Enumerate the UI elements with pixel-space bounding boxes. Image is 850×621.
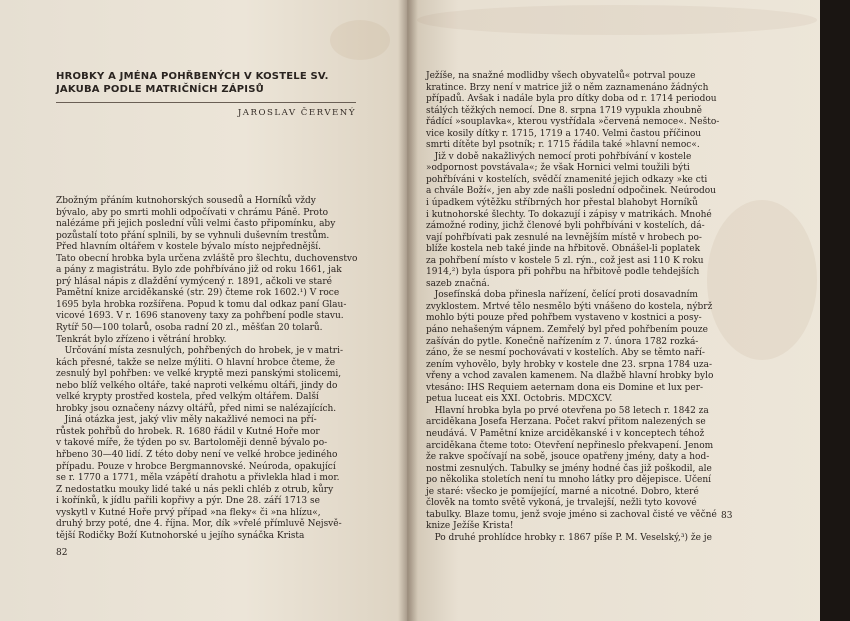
text-line: hrobky jsou označeny názvy oltářů, před nimi se nalézajících. [56, 403, 337, 414]
text-line: páno nehašeným vápnem. Zemřelý byl před pohřbením pouze [426, 325, 708, 336]
text-line: případu. Pouze v hrobce Bergmannovské. Neúroda, opakující [56, 461, 336, 472]
book-spine [398, 0, 418, 621]
text-line: petua luceat eis XXI. Octobris. MDCXCV. [426, 394, 613, 405]
text-line: tabulky. Blaze tomu, jenž svoje jméno si zachoval čisté ve věčné [426, 509, 717, 520]
text-line: pohřbíváni v kostelích, svědčí znamenité jejich odkazy »ke cti [426, 174, 708, 185]
text-line: vtesáno: IHS Requiem aeternam dona eis Domine et lux per- [426, 382, 704, 393]
text-line: prý hlásal nápis z dlaždění vymýcený r. 1891, ačkoli ve staré [56, 276, 332, 287]
text-line: arciděkana Josefa Herzana. Počet rakví přitom nalezených se [426, 417, 706, 428]
text-line: se r. 1770 a 1771, měla vzápětí drahotu a přivlekla hlad i mor. [56, 473, 340, 484]
text-line: v takové míře, že týden po sv. Bartoloměji denně bývalo po- [56, 438, 328, 449]
text-line: knize Ježíše Krista! [426, 521, 514, 532]
text-line: Ježíše, na snažné modlidby všech obyvatelů« potrval pouze [426, 71, 696, 81]
text-line: Jiná otázka jest, jaký vliv měly nakažlivé nemoci na pří- [56, 415, 317, 426]
text-line: Pamětní knize arciděkanské (str. 29) čteme rok 1602.¹) V roce [56, 288, 340, 299]
text-line: mohlo býti pouze před pohřbem vystaveno v kostnici a posy- [426, 313, 702, 324]
text-line: zámožné rodiny, jichž členové byli pohřbíváni v kostelích, dá- [426, 221, 705, 232]
text-line: Po druhé prohlídce hrobky r. 1867 píše P. M. Veselský,³) že je [426, 532, 712, 543]
text-line: a pány z magistrátu. Bylo zde pohřbíváno již od roku 1661, jak [56, 265, 342, 276]
text-line: 1695 byla hrobka rozšířena. Popud k tomu dal odkaz paní Glau- [56, 299, 347, 310]
text-line: vice kosily dítky r. 1715, 1719 a 1740. Velmi častou příčinou [426, 128, 702, 139]
text-line: řádící »souplavka«, kterou vystřídala »červená nemoce«. Nešto- [426, 117, 720, 128]
text-line: 1914,²) byla úspora při pohřbu na hřbitově podle tehdejších [426, 267, 700, 278]
text-line: růstek pohřbů do hrobek. R. 1680 řádil v Kutné Hoře mor [56, 426, 320, 437]
text-line: Z nedostatku mouky lidé také u nás pekli chléb z otrub, kůry [56, 484, 334, 495]
text-line: kách přesné, takže se nelze mýliti. O hlavní hrobce čteme, že [56, 357, 336, 368]
text-line: nostmi zesnulých. Tabulky se jmény hodné čas již poškodil, ale [426, 463, 712, 474]
text-line: bývalo, aby po smrti mohli odpočívati v chrámu Páně. Proto [56, 207, 329, 218]
left-page-text [56, 196, 366, 542]
right-page-text [426, 71, 766, 544]
text-line: arciděkana čteme toto: Otevření nepřineslo překvapení. Jenom [426, 440, 714, 451]
text-line: i kořínků, k jídlu pařili kopřivy a pýr. Dne 28. září 1713 se [56, 496, 320, 507]
text-line: zesnulý byl pohřben: ve velké kryptě mezi panskými stolicemi, [56, 369, 342, 380]
text-line: člověk na tomto světě vykoná, je trvalejší, nežli tyto kovové [426, 498, 697, 509]
text-line: neudává. V Pamětní knize arciděkanské i v konceptech téhož [426, 428, 705, 439]
left-page [0, 0, 407, 621]
text-line: zením vyhovělo, byly hrobky v kostele dne 23. srpna 1784 uza- [426, 359, 713, 370]
page-number-left: 82 [56, 548, 68, 558]
text-line: je staré: všecko je pomíjející, marné a nicotné. Dobro, které [426, 486, 699, 497]
text-line: že rakve spočívají na sobě, jsouce opatřeny jmény, daty a hod- [426, 452, 710, 463]
page-edge [820, 0, 835, 621]
text-line: nebo blíž velkého oltáře, také naproti velkému oltáři, jindy do [56, 380, 338, 391]
text-line: Určování místa zesnulých, pohřbených do hrobek, je v matri- [56, 346, 344, 357]
text-line: vicové 1693. V r. 1696 stanoveny taxy za pohřbení podle stavu. [56, 311, 344, 322]
page-number-right: 83 [721, 511, 733, 521]
title-rule [56, 102, 356, 103]
text-line: tější Rodičky Boží Kutnohorské u jejího synáčka Krista [56, 530, 305, 541]
text-line: nalézáme při jejich poslední vůli velmi často připomínku, aby [56, 219, 336, 230]
text-line: pozůstalí toto přání splnili, by se vyhnuli duševním trestům. [56, 230, 330, 241]
text-line: Před hlavním oltářem v kostele bývalo místo nejpřednější. [56, 242, 321, 253]
text-line: smrti dítěte byl psotník; r. 1715 řádila také »hlavní nemoc«. [426, 140, 700, 151]
text-line: vají pohřbívati pak zesnulé na levnějším místě v hrobech po- [426, 232, 702, 243]
text-line: vřeny a vchod zavalen kamenem. Na dlažbě hlavní hrobky bylo [426, 371, 714, 382]
text-line: blíže kostela neb také jinde na hřbitově. Obnášel-li poplatek [426, 244, 701, 255]
text-line: stálých těžkých nemocí. Dne 8. srpna 1719 vypukla zhoubně [426, 105, 702, 116]
text-line: hřbeno 30—40 lidí. Z této doby není ve velké hrobce jediného [56, 450, 338, 461]
text-line: i úpadkem výtěžku stříbrných hor přestal blahobyt Horníků [426, 198, 698, 209]
text-line: velké krypty prostřed kostela, před velkým oltářem. Další [56, 392, 319, 403]
text-line: zvyklostem. Mrtvé tělo nesmělo býti vnášeno do kostela, nýbrž [426, 301, 713, 312]
text-line: vyskytl v Kutné Hoře prvý případ »na fleky« či »na hlízu«, [56, 507, 321, 518]
article-title: HROBKY A JMÉNA POHŘBENÝCH V KOSTELE SV. JAKUBA PODLE MATRIČNÍCH ZÁPISŮ [56, 71, 329, 95]
text-line: Rytíř 50—100 tolarů, osoba radní 20 zl., měšťan 20 tolarů. [56, 323, 323, 334]
text-line: případů. Avšak i nadále byla pro dítky doba od r. 1714 periodou [426, 94, 717, 105]
text-line: i kutnohorské šlechty. To dokazují i zápisy v matrikách. Mnohé [426, 209, 712, 220]
text-line: Hlavní hrobka byla po prvé otevřena po 58 letech r. 1842 za [426, 405, 709, 416]
text-line: kratince. Brzy není v matrice již o něm zaznamenáno žádných [426, 82, 709, 93]
text-line: Tato obecní hrobka byla určena zvláště pro šlechtu, duchovenstvo [56, 253, 358, 264]
text-line: Tenkrát bylo zřízeno i větrání hrobky. [56, 334, 227, 345]
text-line: druhý brzy poté, dne 4. října. Mor, dík »vřelé přímluvě Nejsvě- [56, 519, 342, 530]
text-line: zašíván do pytle. Konečně nařízením z 7. února 1782 rozká- [426, 336, 699, 347]
text-line: sazeb značná. [426, 278, 490, 289]
text-line: za pohřbení místo v kostele 5 zl. rýn., což jest asi 110 K roku [426, 255, 704, 266]
text-line: a chvále Boží«, jen aby zde našli poslední odpočinek. Neúrodou [426, 186, 716, 197]
text-line: záno, že se nesmí pochovávati v kostelích. Aby se těmto naří- [426, 348, 705, 359]
text-line: »odpornost povstávala«; že však Hornici velmi toužili býti [426, 163, 690, 174]
text-line: Již v době nakažlivých nemocí proti pohřbívání v kostele [426, 151, 692, 162]
author-name: JAROSLAV ČERVENÝ [237, 108, 356, 118]
text-line: Josefínská doba přinesla nařízení, čelící proti dosavadním [426, 290, 698, 301]
text-line: Zbožným přáním kutnohorských sousedů a Horníků vždy [56, 196, 316, 206]
text-line: po několika stoletích není tu mnoho látky pro dějepisce. Učení [426, 475, 712, 486]
